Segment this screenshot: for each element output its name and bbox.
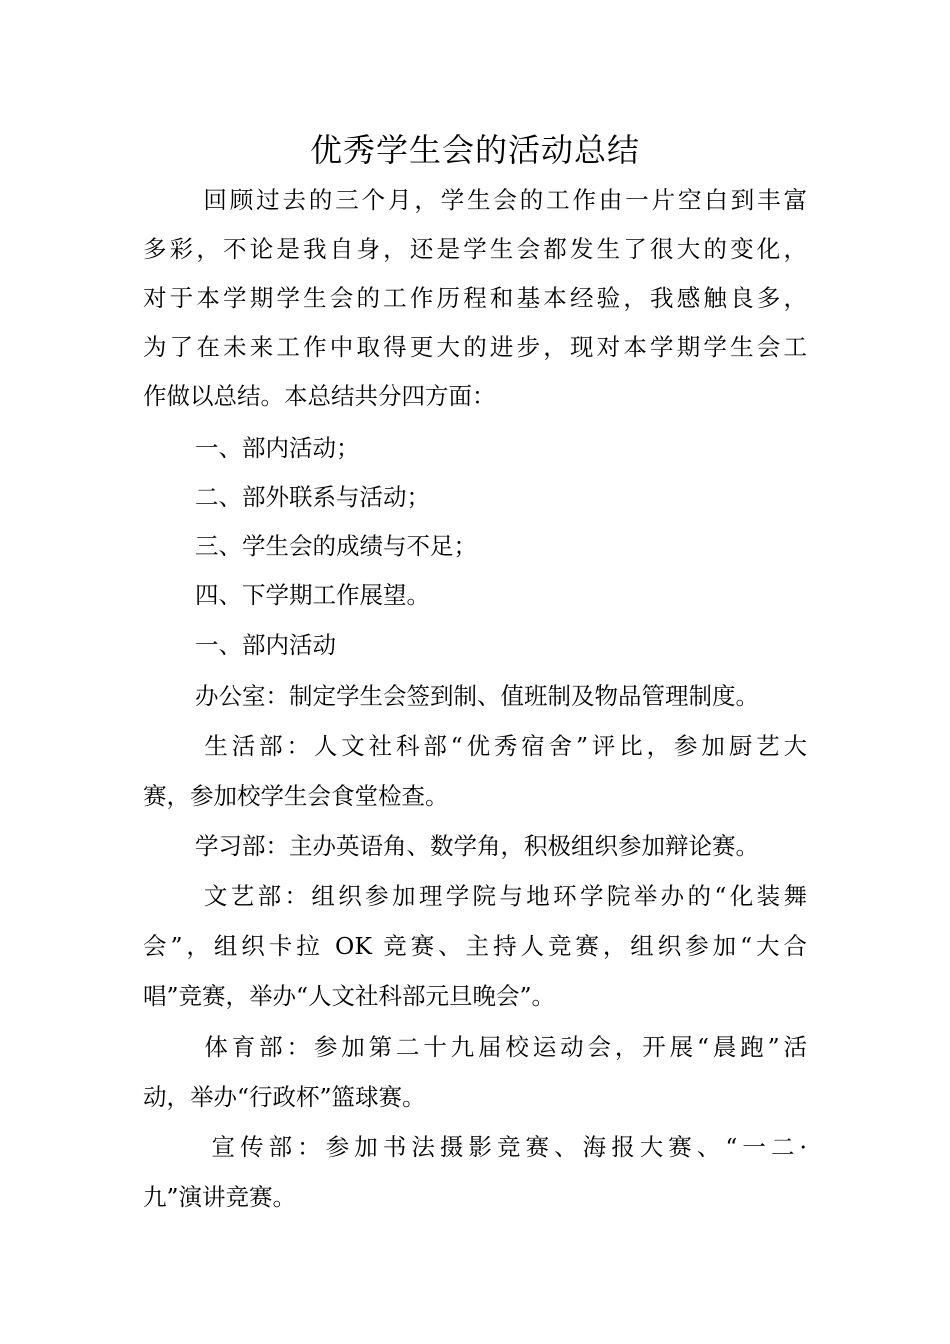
document-title: 优秀学生会的活动总结 (309, 131, 640, 169)
intro-line-2: 多彩，不论是我自身，还是学生会都发生了很大的变化， (143, 235, 807, 263)
outline-item-3: 三、学生会的成绩与不足； (195, 532, 477, 560)
sports-line-1: 体育部：参加第二十九届校运动会，开展“晨跑”活 (177, 1033, 807, 1061)
life-line-2: 赛，参加校学生会食堂检查。 (143, 782, 449, 810)
outline-item-4: 四、下学期工作展望。 (195, 581, 430, 609)
intro-line-5: 作做以总结。本总结共分四方面： (143, 382, 496, 410)
sports-line-2: 动，举办“行政杯”篮球赛。 (143, 1083, 426, 1111)
intro-line-3: 对于本学期学生会的工作历程和基本经验，我感触良多， (143, 284, 807, 312)
life-line-1: 生活部：人文社科部“优秀宿舍”评比，参加厨艺大 (177, 732, 807, 760)
arts-line-2: 会”，组织卡拉 OK 竞赛、主持人竞赛，组织参加“大合 (143, 932, 807, 960)
study-paragraph: 学习部：主办英语角、数学角，积极组织参加辩论赛。 (195, 832, 759, 860)
arts-line-1: 文艺部：组织参加理学院与地环学院举办的“化装舞 (177, 882, 807, 910)
section-heading: 一、部内活动 (195, 631, 336, 659)
outline-item-1: 一、部内活动； (195, 434, 360, 462)
publicity-line-1: 宣传部：参加书法摄影竞赛、海报大赛、“一二· (183, 1133, 807, 1161)
intro-line-4: 为了在未来工作中取得更大的进步，现对本学期学生会工 (143, 333, 807, 361)
outline-item-2: 二、部外联系与活动； (195, 483, 430, 511)
intro-line-1: 回顾过去的三个月，学生会的工作由一片空白到丰富 (177, 186, 807, 214)
publicity-line-2: 九”演讲竞赛。 (143, 1183, 297, 1211)
arts-line-3: 唱”竞赛，举办“人文社科部元旦晚会”。 (143, 982, 556, 1010)
office-paragraph: 办公室：制定学生会签到制、值班制及物品管理制度。 (195, 682, 759, 710)
